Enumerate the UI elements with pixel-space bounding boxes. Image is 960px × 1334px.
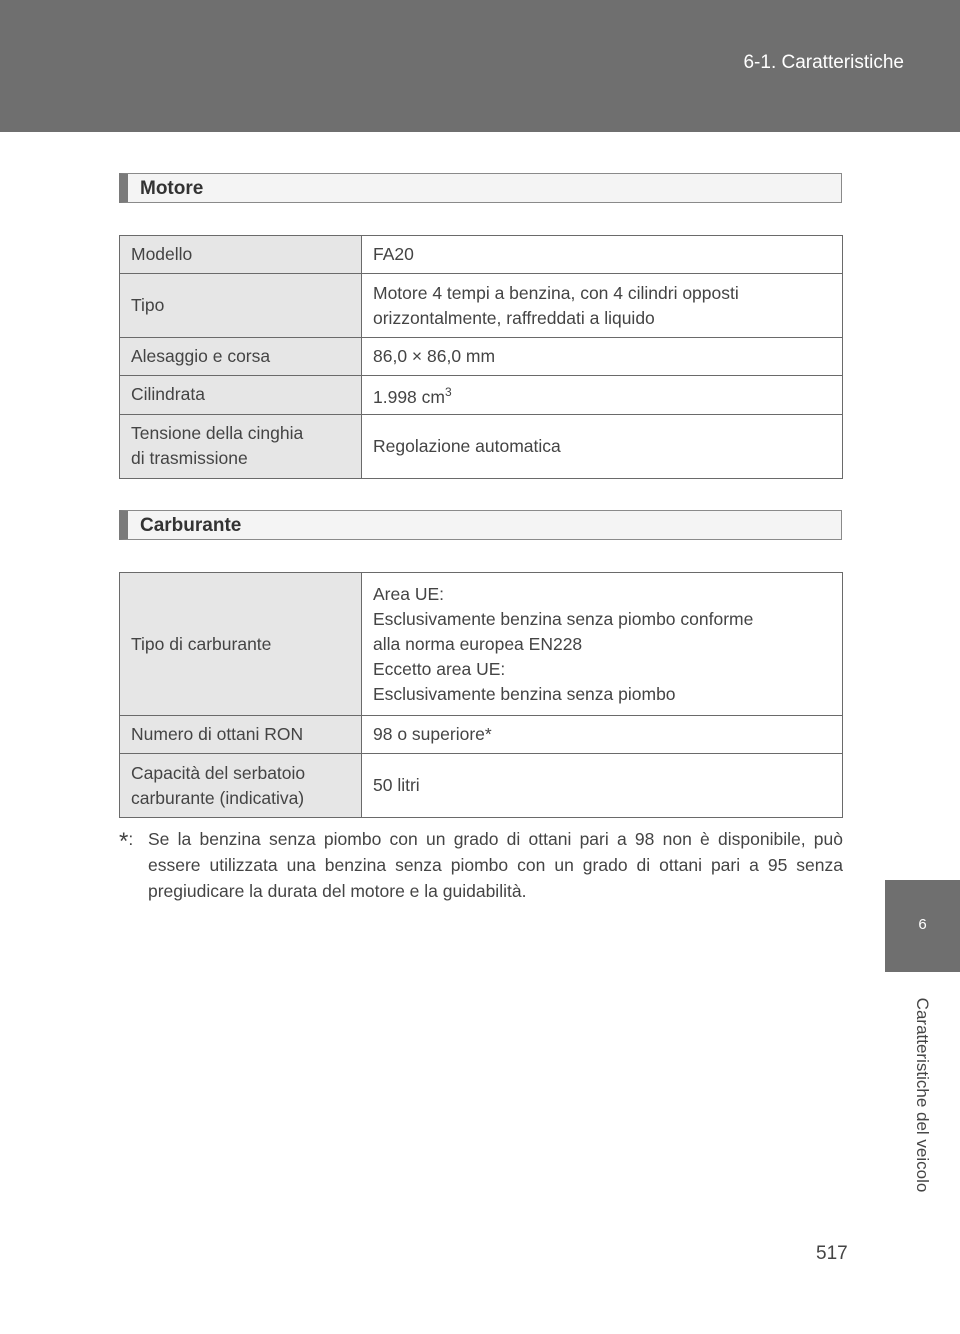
chapter-label: Caratteristiche del veicolo <box>913 997 932 1193</box>
spec-value: 1.998 $cm^3$ <box>362 376 843 415</box>
section-heading-text: Motore <box>140 178 204 199</box>
chapter-tab <box>885 880 960 972</box>
superscript: 3 <box>444 385 452 399</box>
spec-key: Tipo <box>120 274 362 338</box>
page-number: 517 <box>816 1243 848 1264</box>
spec-key: Cilindrata <box>120 376 362 415</box>
table-row <box>120 414 843 478</box>
spec-value: FA20 <box>362 236 843 274</box>
spec-value: 98 o superiore* <box>362 716 843 754</box>
spec-key: Alesaggio e corsa <box>120 338 362 376</box>
spec-key: Tipo di carburante <box>120 573 362 716</box>
section-heading-motore <box>119 173 842 203</box>
spec-value: Motore 4 tempi a benzina, con 4 cilindri opposti orizzontalmente, raffreddati a liquido <box>362 274 843 338</box>
spec-key: Capacità del serbatoio carburante (indicativa) <box>120 754 362 818</box>
table-row <box>120 236 843 274</box>
spec-key: Modello <box>120 236 362 274</box>
table-row <box>120 376 843 415</box>
fuel-spec-table <box>119 572 843 818</box>
header-band <box>0 0 960 132</box>
footnote-marker: *: <box>119 828 134 855</box>
spec-key: Numero di ottani RON <box>120 716 362 754</box>
section-heading-carburante <box>119 510 842 540</box>
table-row <box>120 338 843 376</box>
section-heading-text: Carburante <box>140 515 242 536</box>
spec-value: Regolazione automatica <box>362 414 843 478</box>
table-row <box>120 274 843 338</box>
table-row <box>120 716 843 754</box>
spec-key: Tensione della cinghia di trasmissione <box>120 414 362 478</box>
engine-spec-table <box>119 235 843 479</box>
spec-value: 86,0 × 86,0 mm <box>362 338 843 376</box>
footnote <box>119 826 843 904</box>
table-row <box>120 754 843 818</box>
chapter-number: 6 <box>918 916 927 933</box>
table-row <box>120 573 843 716</box>
spec-value: 50 litri <box>362 754 843 818</box>
section-title: 6-1. Caratteristiche <box>743 52 904 73</box>
footnote-text: Se la benzina senza piombo con un grado di ottani pari a 98 non è disponibile, può essere utilizzata una benzina senza piombo con un grado di ottani pari a 95 senza pregiudicare la durata del motore e la guidabilità. <box>148 829 843 901</box>
spec-value: Area UE: Esclusivamente benzina senza piombo conforme alla norma europea EN228 Eccetto area UE: Esclusivamente benzina senza piombo <box>362 573 843 716</box>
